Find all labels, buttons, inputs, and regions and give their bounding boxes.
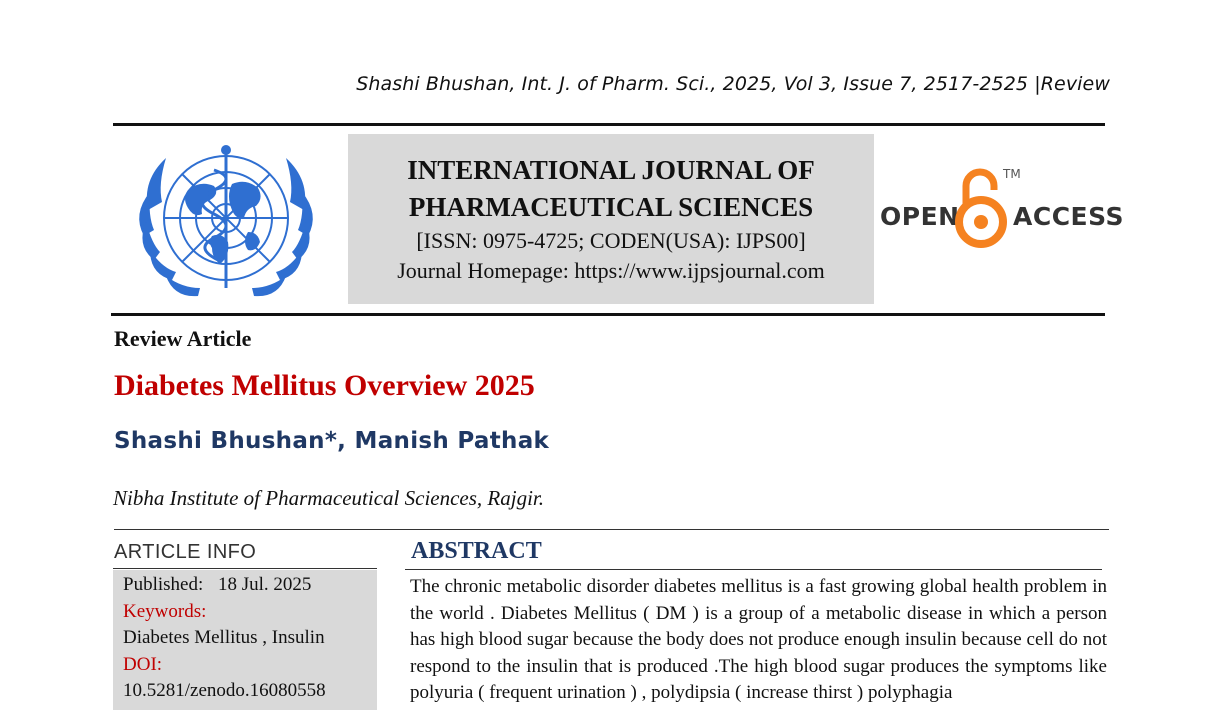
open-access-trademark: TM (1003, 167, 1021, 181)
published-date: 18 Jul. 2025 (217, 574, 312, 595)
journal-title-line1: INTERNATIONAL JOURNAL OF (407, 155, 815, 185)
doi-value[interactable]: 10.5281/zenodo.16080558 (123, 680, 326, 701)
abstract-rule (405, 569, 1102, 570)
citation-line: Shashi Bhushan, Int. J. of Pharm. Sci., 2025, Vol 3, Issue 7, 2517-2525 |Review (356, 73, 1110, 95)
article-info-rule (113, 568, 377, 569)
journal-title-box (348, 134, 874, 304)
article-authors: Shashi Bhushan*, Manish Pathak (114, 428, 550, 454)
article-info-panel (113, 570, 377, 710)
journal-logo (128, 140, 324, 306)
article-affiliation: Nibha Institute of Pharmaceutical Sciences, Rajgir. (113, 486, 545, 510)
open-access-lock-icon (954, 164, 1008, 252)
keywords-value: Diabetes Mellitus , Insulin (123, 627, 325, 648)
published-row (123, 572, 377, 599)
header-rule-top (113, 123, 1105, 126)
abstract-heading: ABSTRACT (411, 538, 542, 564)
article-title: Diabetes Mellitus Overview 2025 (114, 369, 535, 402)
open-access-logo (880, 164, 1125, 254)
keywords-label: Keywords: (123, 600, 207, 622)
doi-label: DOI: (123, 653, 163, 675)
journal-homepage: Journal Homepage: https://www.ijpsjournal.com (397, 258, 825, 283)
article-type: Review Article (114, 326, 252, 351)
open-access-word-open: OPEN (880, 202, 960, 231)
abstract-text: The chronic metabolic disorder diabetes mellitus is a fast growing global health problem in the world . Diabetes Mellitus ( DM ) is a group of a metabolic disease in which a person has high blood sugar because the body does not produce enough insulin because cell do not respond to the insulin that is produced .The high blood sugar produces the symptoms like polyuria ( frequent urination ) , polydipsia ( increase thirst ) polyphagia (410, 576, 1107, 703)
un-emblem-caduceus-icon (128, 140, 324, 306)
published-label: Published: (123, 574, 204, 595)
journal-issn: [ISSN: 0975-4725; CODEN(USA): IJPS00] (416, 228, 806, 253)
journal-title-line2: PHARMACEUTICAL SCIENCES (408, 192, 814, 222)
article-info-heading: ARTICLE INFO (114, 541, 257, 563)
header-rule-bottom (111, 313, 1105, 316)
open-access-word-access: ACCESS (1013, 202, 1125, 231)
section-divider (114, 529, 1109, 530)
